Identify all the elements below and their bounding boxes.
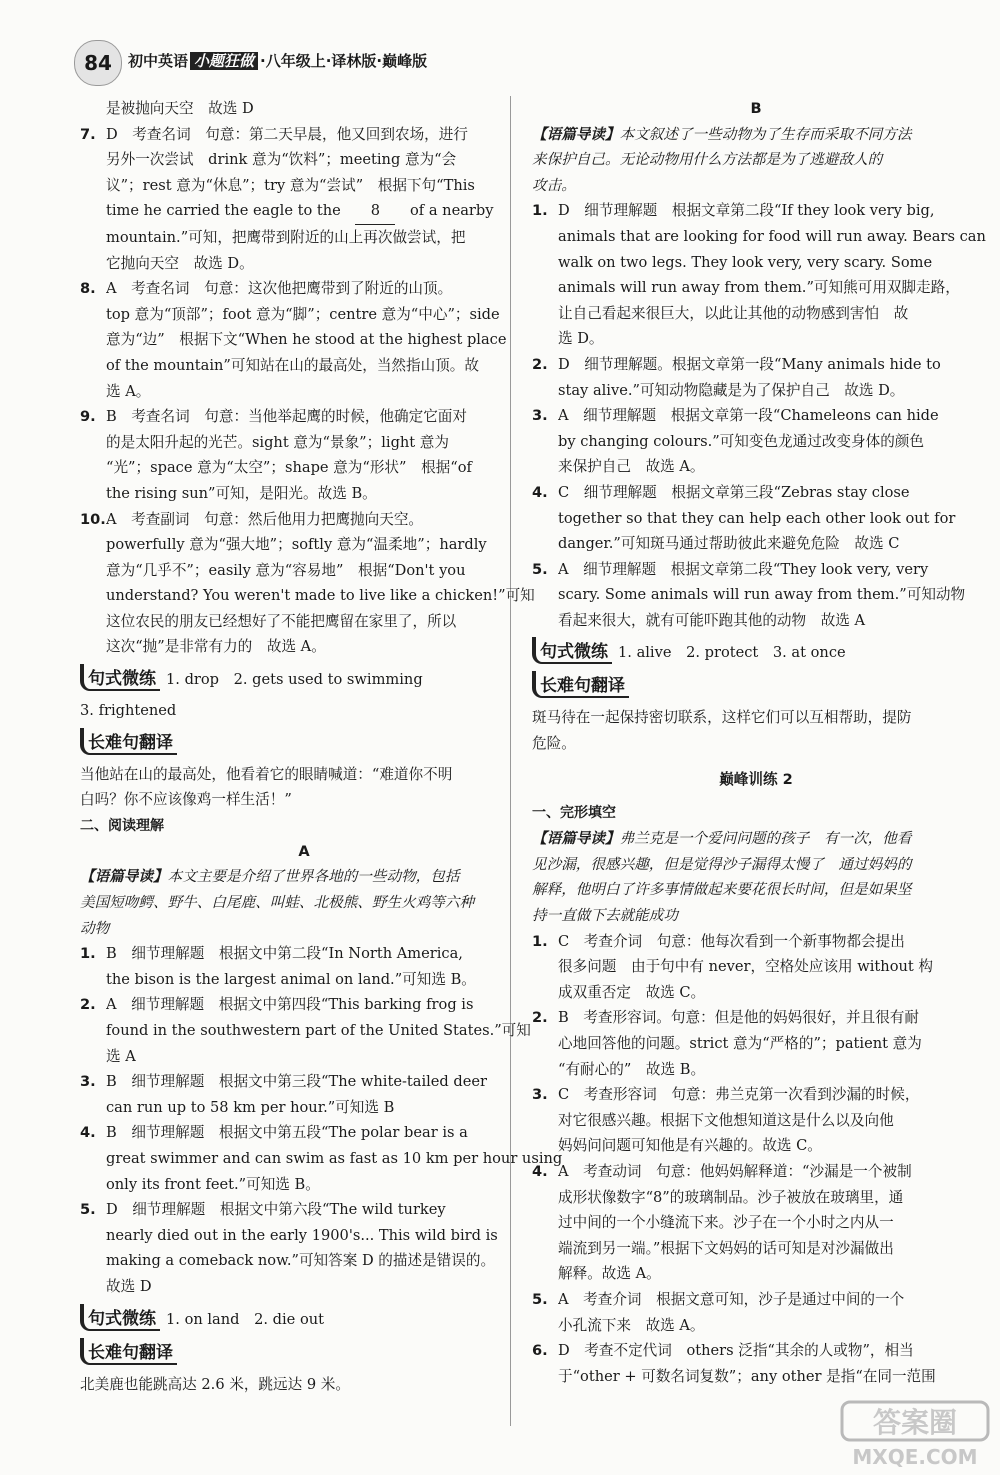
page-number: 84: [74, 40, 122, 86]
text-line: of the mountain”可知站在山的最高处，当然指山顶。故: [106, 356, 479, 374]
text-line: 让自己看起来很巨大，以此让其他的动物感到害怕 故: [558, 304, 909, 322]
text-line: 的是太阳升起的光芒。sight 意为“景象”；light 意为: [106, 433, 449, 451]
translation-label: 长难句翻译: [532, 671, 629, 698]
answer-item-b2: [532, 352, 980, 403]
answer-item-b1: [532, 198, 986, 352]
text-line: 来保护自己 故选 A。: [558, 458, 705, 476]
watermark-logo: [840, 1398, 990, 1470]
text-line: 来保护自己。无论动物用什么方法都是为了逃避敌人的: [532, 151, 883, 169]
blank-number: 8: [355, 198, 395, 225]
text-line: “有耐心的” 故选 B。: [558, 1060, 706, 1078]
watermark-url: MXQE.COM: [852, 1445, 978, 1469]
sentence-practice-answers: 1. on land 2. die out: [166, 1310, 324, 1328]
text-line: understand? You weren't made to live like a chicken!”可知: [106, 587, 535, 605]
text-line: 斑马待在一起保持密切联系，这样它们可以互相帮助，提防: [532, 709, 912, 727]
item-number: 2.: [532, 1009, 548, 1027]
item-number: 1.: [532, 932, 548, 950]
text-line: A 考查动词 句意：他妈妈解释道：“沙漏是一个被制: [558, 1162, 912, 1180]
text-line: 美国短吻鳄、野牛、白尾鹿、叫蛙、北极熊、野生火鸡等六种: [80, 894, 475, 912]
text-line: mountain.”可知，把鹰带到附近的山上再次做尝试，把: [106, 228, 466, 246]
text-line: 动物: [80, 919, 110, 937]
translation-section: [532, 671, 980, 701]
passage-intro: [532, 826, 980, 928]
translation-section: [80, 1338, 528, 1368]
text-line: 选 D。: [558, 330, 604, 348]
text-line: walk on two legs. They look very, very scary. Some: [558, 253, 933, 271]
sentence-practice-label: 句式微练: [80, 1304, 160, 1331]
item-number: 5.: [532, 1290, 548, 1308]
translation-label: 长难句翻译: [80, 728, 177, 755]
intro-tag: 【语篇导读】: [532, 125, 620, 143]
page-header: [70, 40, 950, 84]
text-line: 成双重否定 故选 C。: [558, 983, 706, 1001]
item-number: 4.: [80, 1124, 96, 1142]
text-line: B 细节理解题 根据文中第三段“The white-tailed deer: [106, 1073, 488, 1091]
text-line: 3. frightened: [80, 702, 177, 720]
right-column: [532, 96, 986, 1389]
text-line: 解释。故选 A。: [558, 1265, 661, 1283]
sentence-practice-label: 句式微练: [80, 664, 160, 691]
text-line: danger.”可知斑马通过帮助彼此来避免危险 故选 C: [558, 535, 900, 553]
answer-item-a2: [80, 992, 531, 1069]
text-line: 意为“边” 根据下文“When he stood at the highest place: [106, 331, 507, 349]
text-fragment: time he carried the eagle to the: [106, 202, 341, 220]
text-line: animals that are looking for food will run away. Bears can: [558, 227, 986, 245]
item-number: 3.: [532, 407, 548, 425]
text-line: 选 A。: [106, 382, 151, 400]
item-number: 7.: [80, 125, 96, 143]
text-line: 这位农民的朋友已经想好了不能把鹰留在家里了，所以: [106, 612, 457, 630]
text-line: 攻击。: [532, 176, 576, 194]
answer-item-a5: [80, 1197, 528, 1299]
book-title: [128, 50, 427, 71]
training-title: 巅峰训练 2: [719, 770, 793, 788]
sentence-practice-section: [532, 637, 980, 667]
section-heading: 一、完形填空: [532, 805, 616, 822]
sentence-practice-label: 句式微练: [532, 637, 612, 664]
text-fragment: 本文叙述了一些动物为了生存而采取不同方法: [619, 125, 912, 143]
text-line-with-blank: [106, 198, 528, 225]
answer-item-b4: [532, 480, 980, 557]
text-line: nearly died out in the early 1900's... This wild bird is: [106, 1226, 498, 1244]
text-line: C 细节理解题 根据文章第三段“Zebras stay close: [558, 483, 910, 501]
item-number: 5.: [80, 1201, 96, 1219]
item-number: 6.: [532, 1342, 548, 1360]
text-fragment: 本文主要是介绍了世界各地的一些动物，包括: [167, 868, 460, 886]
text-line: B 考查名词 句意：当他举起鹰的时候，他确定它面对: [106, 408, 467, 426]
text-line: C 考查形容词 句意：弗兰克第一次看到沙漏的时候，: [558, 1086, 920, 1104]
text-line: 选 A: [106, 1047, 136, 1065]
item-number: 2.: [80, 996, 96, 1014]
text-line: A 细节理解题 根据文章第二段“They look very, very: [558, 560, 929, 578]
item-number: 5.: [532, 560, 548, 578]
answer-item-a1: [80, 941, 528, 992]
answer-item-c5: [532, 1287, 980, 1338]
text-line: “光”；space 意为“太空”；shape 意为“形状” 根据“of: [106, 459, 472, 477]
answer-item-8: [80, 276, 528, 404]
text-line: B 细节理解题 根据文中第二段“In North America,: [106, 945, 463, 963]
title-prefix: 初中英语: [128, 52, 189, 70]
text-line: D 细节理解题 根据文章第二段“If they look very big,: [558, 202, 935, 220]
answer-item-b5: [532, 557, 980, 634]
item-number: 8.: [80, 280, 96, 298]
intro-tag: 【语篇导读】: [80, 868, 168, 886]
text-line: B 考查形容词。句意：但是他的妈妈很好，并且很有耐: [558, 1009, 919, 1027]
translation-section: [80, 728, 528, 758]
text-line: top 意为“顶部”；foot 意为“脚”；centre 意为“中心”；side: [106, 305, 500, 323]
answer-item-7: [80, 122, 528, 277]
text-fragment: of a nearby: [410, 202, 494, 220]
text-line: 议”；rest 意为“休息”；try 意为“尝试” 根据下句“This: [106, 176, 475, 194]
text-line: 解释，他明白了许多事情做起来要花很长时间，但是如果坚: [532, 881, 912, 899]
answer-item-9: [80, 404, 528, 506]
text-line: animals will run away from them.”可知熊可用双脚走路，: [558, 279, 960, 297]
text-line: scary. Some animals will run away from them.”可知动物: [558, 586, 966, 604]
text-line: A 细节理解题 根据文中第四段“This barking frog is: [106, 996, 474, 1014]
item-number: 1.: [532, 202, 548, 220]
text-line: 过中间的一个小缝流下来。沙子在一个小时之内从一: [558, 1214, 894, 1232]
text-line: 看起来很大，就有可能吓跑其他的动物 故选 A: [558, 611, 866, 629]
text-line: D 细节理解题。根据文章第一段“Many animals hide to: [558, 355, 941, 373]
text-line: 对它很感兴趣。根据下文他想知道这是什么以及向他: [558, 1111, 894, 1129]
text-line: only its front feet.”可知选 B。: [106, 1175, 320, 1193]
text-line: great swimmer and can swim as fast as 10 km per hour using: [106, 1149, 563, 1167]
passage-label: A: [298, 842, 310, 860]
item-number: 9.: [80, 408, 96, 426]
text-line: the rising sun”可知，是阳光。故选 B。: [106, 484, 377, 502]
text-line: stay alive.”可知动物隐藏是为了保护自己 故选 D。: [558, 381, 905, 399]
text-line: 心地回答他的问题。strict 意为“严格的”；patient 意为: [558, 1035, 922, 1052]
text-line: C 考查介词 句意：他每次看到一个新事物都会提出: [558, 932, 905, 950]
text-line: found in the southwestern part of the United States.”可知: [106, 1022, 531, 1039]
text-line: 它抛向天空 故选 D。: [106, 254, 254, 272]
text-line: 当他站在山的最高处，他看着它的眼睛喊道：“难道你不明: [80, 765, 453, 783]
text-line: A 细节理解题 根据文章第一段“Chameleons can hide: [558, 407, 939, 425]
section-heading: 二、阅读理解: [80, 817, 164, 834]
answer-item-c2: [532, 1005, 980, 1082]
text-line: 于“other + 可数名词复数”；any other 是指“在同一范围: [558, 1367, 936, 1385]
sentence-practice-answers: 1. drop 2. gets used to swimming: [166, 671, 423, 689]
text-line: making a comeback now.”可知答案 D 的描述是错误的。: [106, 1252, 496, 1270]
text-line: 成形状像数字“8”的玻璃制品。沙子被放在玻璃里，通: [558, 1188, 904, 1206]
text-line: 端流到另一端。”根据下文妈妈的话可知是对沙漏做出: [558, 1239, 894, 1257]
translation-label: 长难句翻译: [80, 1338, 177, 1365]
intro-tag: 【语篇导读】: [532, 830, 620, 848]
item-number: 4.: [532, 483, 548, 501]
text-line: powerfully 意为“强大地”；softly 意为“温柔地”；hardly: [106, 536, 487, 554]
text-line: the bison is the largest animal on land.”可知选 B。: [106, 970, 476, 988]
text-line: 小孔流下来 故选 A。: [558, 1316, 705, 1334]
text-fragment: 弗兰克是一个爱问问题的孩子 有一次，他看: [619, 830, 912, 848]
text-line: 北美鹿也能跳高达 2.6 米，跳远达 9 米。: [80, 1375, 350, 1393]
answer-item-c4: [532, 1159, 980, 1287]
text-line: together so that they can help each other look out for: [558, 509, 956, 527]
text-line: A 考查副词 句意：然后他用力把鹰抛向天空。: [106, 510, 424, 528]
answer-item-b3: [532, 403, 980, 480]
answer-item-c6: [532, 1338, 980, 1389]
passage-label: B: [750, 100, 762, 117]
text-line: 危险。: [532, 735, 576, 753]
item-number: 2.: [532, 355, 548, 373]
sentence-practice-section: [80, 1304, 528, 1334]
item-number: 4.: [532, 1162, 548, 1180]
passage-intro: [532, 122, 980, 199]
text-line: D 考查名词 句意：第二天早晨，他又回到农场，进行: [106, 125, 468, 143]
text-line: 白吗？你不应该像鸡一样生活！”: [80, 791, 292, 809]
answer-item-c1: [532, 929, 980, 1006]
sentence-practice-answers: 1. alive 2. protect 3. at once: [618, 644, 846, 662]
text-line: D 考查不定代词 others 泛指“其余的人或物”，相当: [558, 1342, 914, 1360]
text-line: 这次“抛”是非常有力的 故选 A。: [106, 638, 326, 656]
text-line: 妈妈问问题可知他是有兴趣的。故选 C。: [558, 1137, 822, 1155]
answer-item-a4: [80, 1120, 563, 1197]
text-line: 持一直做下去就能成功: [532, 907, 678, 925]
item-number: 3.: [80, 1073, 96, 1091]
title-suffix: ·八年级上·译林版·巅峰版: [260, 52, 428, 70]
text-line: 是被抛向天空 故选 D: [106, 100, 254, 117]
answer-item-c3: [532, 1082, 980, 1159]
text-line: A 考查介词 根据文意可知，沙子是通过中间的一个: [558, 1290, 905, 1308]
watermark-title: 答案圈: [872, 1406, 958, 1439]
text-line: 意为“几乎不”；easily 意为“容易地” 根据“Don't you: [106, 561, 466, 579]
passage-intro: [80, 864, 528, 941]
text-line: B 细节理解题 根据文中第五段“The polar bear is a: [106, 1124, 468, 1142]
sentence-practice-section: [80, 664, 528, 694]
text-line: 见沙漏，很感兴趣，但是觉得沙子漏得太慢了 通过妈妈的: [532, 855, 912, 873]
text-line: by changing colours.”可知变色龙通过改变身体的颜色: [558, 432, 924, 450]
answer-item-10: [80, 507, 535, 661]
text-line: 故选 D: [106, 1277, 152, 1295]
answer-item-a3: [80, 1069, 528, 1120]
item-number: 3.: [532, 1086, 548, 1104]
text-line: D 细节理解题 根据文中第六段“The wild turkey: [106, 1201, 446, 1219]
text-line: 很多问题 由于句中有 never，空格处应该用 without 构: [558, 958, 933, 976]
item-number: 1.: [80, 945, 96, 963]
text-line: 另外一次尝试 drink 意为“饮料”；meeting 意为“会: [106, 151, 457, 169]
brand-logo: 小题狂做: [190, 52, 258, 70]
text-line: can run up to 58 km per hour.”可知选 B: [106, 1098, 395, 1116]
text-line: A 考查名词 句意：这次他把鹰带到了附近的山顶。: [106, 280, 453, 298]
item-number: 10.: [80, 510, 106, 528]
